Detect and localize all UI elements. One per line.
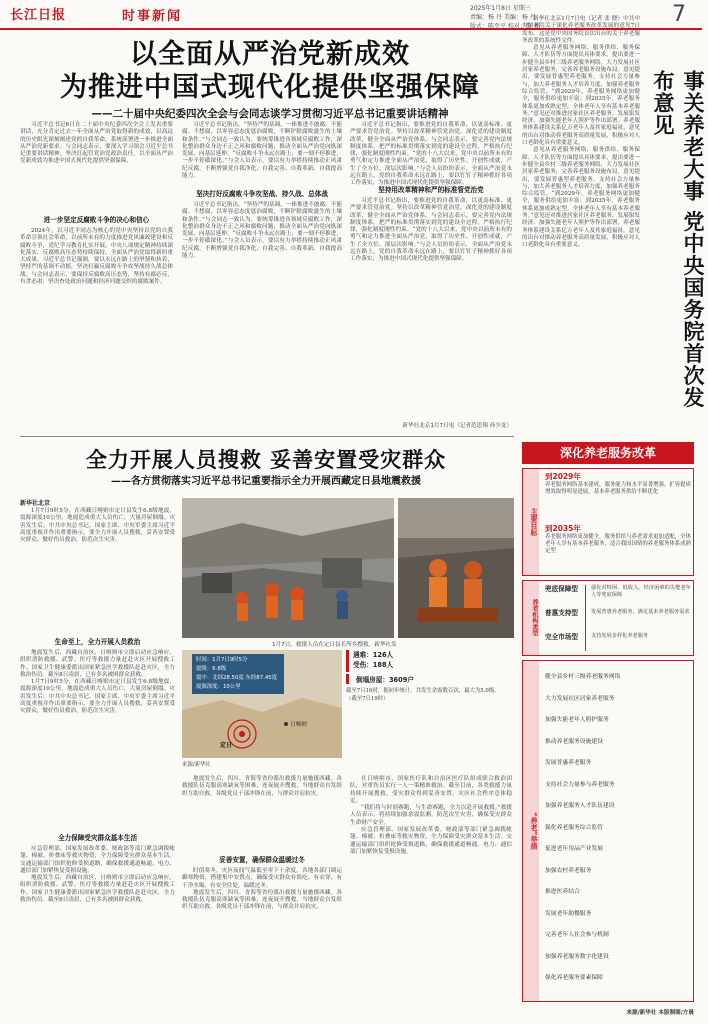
task-item: 强化养老服务综合监管	[545, 824, 603, 831]
task-item: 支持社会力量参与养老服务	[545, 781, 615, 788]
stats-block	[346, 650, 514, 672]
article1-lead-text: 习近平总书记6日在二十届中央纪委四次全会上发表重要讲话，充分肯定过去一年全面从严治党取得新的成效，以高远的历史眼光深刻阐述党的自我革命，系统部署进一步推进全面从严治党新要求。与会同志表示，要深入学习领会习近平总书记重要讲话精神，坚决扛起管党治党政治责任，以全面从严治党新成效为推进中国式现代化提供坚强保障。	[20, 122, 173, 165]
article2-col1-heading2: 全力保障受灾群众基本生活	[57, 834, 138, 842]
task-item: 推进医养结合	[545, 889, 580, 895]
quake-time: 时间：1月7日9时5分	[196, 657, 248, 663]
stats-unit: （截至7日19时）	[346, 695, 389, 702]
article2-col2-text2: 时值寒冬，灾区夜间气温低至零下十余度。各地各部门调运御寒物资，搭建集中安置点，确保受灾群众有饭吃、有衣穿、有干净水喝、有安全住处，温暖过冬。	[182, 868, 342, 889]
photo1-caption: 1月7日，救援人员在定日县长所乡搜救。新华社发	[272, 642, 397, 648]
article1-col2-top-text: 习近平总书记指出，“坚持严的基调，一体推进不敢腐、不能腐、不想腐，以零容忍态度惩治腐败，不断铲除腐败滋生的土壤和条件。”与会同志一致认为，要统筹推进各领域反腐败工作，深化整治群众身边不正之风和腐败问题，推动全面从严治党向纵深发展、向基层延伸。“反腐败斗争永远在路上，要一刻不停推进，一步不停歇深化。”与会人员表示，要以有力举措持续推动正风肃纪反腐，不断增强党自我净化、自我完善、自我革新、自我提高能力。	[182, 122, 342, 180]
article2-col2-body2	[182, 868, 342, 1016]
article1-title	[30, 38, 510, 104]
quake-info-card	[192, 654, 284, 694]
article2-col2-heading: 妥善安置，确保群众温暖过冬	[219, 856, 305, 864]
stat-houses: 倒塌房屋：3609户	[346, 674, 514, 684]
type3-desc: 支持发展多样化养老服务	[591, 633, 649, 639]
type2-label: 普惠支持型	[545, 609, 578, 617]
article2-col1-body	[20, 508, 175, 632]
article2-col2-text3: 地震发生后，四川、青海等省份派出救援力量驰援西藏。各救援队伍克服高寒缺氧等困难，连夜展开搜救。当地群众自发组织互助自救，各级党员干部冲锋在前，与群众并肩抗灾。	[182, 889, 342, 911]
sidebar-body	[522, 16, 640, 436]
article2-subtitle: ——各方贯彻落实习近平总书记重要指示全力开展西藏定日县地震救援	[111, 476, 421, 487]
article1-section2-body	[182, 202, 342, 430]
article1-col3-top	[350, 122, 512, 187]
types-label: 养老机构类型	[523, 581, 539, 655]
rescue-photo-illustration	[182, 498, 394, 638]
goals-label: 主要目标	[523, 469, 539, 575]
task-item: 促进老年用品产业发展	[545, 846, 603, 852]
article1-section1-heading: 进一步坚定反腐败斗争的决心和信心	[43, 216, 150, 224]
article2-col1-text3: 1月7日9时5分，在西藏日喀则市定日县发生6.8级地震，震源深度10公里。地震造成重大人员伤亡，大量房屋倒塌。灾害发生后，中共中央总书记、国家主席、中央军委主席习近平高度重视并作出重要指示，要全力开展人员搜救，妥善安置受灾群众，做好伤员救治，防范次生灾害。	[20, 679, 175, 715]
task-item: 加强养老服务数字化建设	[545, 953, 609, 960]
article2-col2-body	[182, 776, 342, 844]
goal2-text: 养老服务网络更加健全，服务供给与养老需求更加适配，全体老年人享有基本养老服务，适合我国国情的养老服务体系成熟定型	[545, 534, 691, 554]
map-city-label: 日喀则	[290, 722, 307, 728]
article1-col2-top	[182, 122, 342, 182]
section-title: 时事新闻	[122, 9, 183, 24]
article2-col3-text2: “我们将与时间赛跑，与生命赛跑，全力以赴开展救援。”救援人员表示，将持续加强余震监测，防范次生灾害，确保受灾群众生命财产安全。	[350, 805, 512, 826]
article2-col1-body2	[20, 650, 175, 828]
quake-magnitude: 震级：6.8级	[196, 666, 227, 672]
stats-footnote-text: 截至7日16时，据初步统计，共发生余震数百次，最大为5.0级。	[346, 688, 500, 694]
type3-label: 完全市场型	[545, 633, 578, 641]
task-item: 加强失能老年人照护服务	[545, 717, 609, 723]
article2-col1-text5: 地震发生后，西藏自治区、日喀则市立即启动应急响应，组织消防救援、武警、医疗等救援力量赶赴灾区开展搜救工作。国家卫生健康委派出国家紧急医学救援队赶赴灾区，全力救治伤员。截至8日凌晨，已有多名被困群众获救。	[20, 875, 175, 904]
article1-section2-text: 习近平总书记指出，“坚持严的基调，一体推进不敢腐、不能腐、不想腐，以零容忍态度惩治腐败，不断铲除腐败滋生的土壤和条件。”与会同志一致认为，要统筹推进各领域反腐败工作，深化整治群众身边不正之风和腐败问题，推动全面从严治党向纵深发展、向基层延伸。“反腐败斗争永远在路上，要一刻不停推进，一步不停歇深化。”与会人员表示，要以有力举措持续推动正风肃纪反腐，不断增强党自我净化、自我完善、自我革新、自我提高能力。	[182, 202, 342, 260]
task-item: 大力发展社区居家养老服务	[545, 695, 615, 702]
goals-panel	[522, 468, 694, 576]
page-number: 7	[672, 2, 686, 27]
sidebar-text: 意见从养老服务网络、服务供给、服务保障、人才队伍等方面提出具体要求，提出要进一步健全县乡村三级养老服务网络，大力发展社区居家养老服务，完善养老服务设施布局。意见提出，要发展普惠型养老服务，支持社会力量参与，加大养老服务人才培养力度，加强养老服务综合监管。“到2029年，养老服务网络更加健全，服务供给更加丰富；到2035年，养老服务体系更加成熟定型，全体老年人享有基本养老服务。”意见还对推进居家社区养老服务、发展银发经济、加强失能老年人照护等作出部署。养老服务体系建设关系亿万老年人及其家庭福祉，意见的出台对推动养老服务高质量发展、积极应对人口老龄化具有重要意义。	[522, 45, 640, 147]
article2-col1-text: 1月7日9时5分，在西藏日喀则市定日县发生6.8级地震，震源深度10公里。地震造成重大人员伤亡，大量房屋倒塌。灾害发生后，中共中央总书记、国家主席、中央军委主席习近平高度重视并作出重要指示，要全力开展人员搜救，妥善安置受灾群众，做好伤员救治，防范次生灾害。	[20, 508, 175, 544]
task-item: 推动养老服务设施建设	[545, 738, 603, 745]
stat-deaths: 遇难：126人	[353, 651, 394, 659]
divider	[20, 436, 514, 437]
article1-subtitle: ——二十届中央纪委四次全会与会同志谈学习贯彻习近平总书记重要讲话精神	[91, 108, 449, 120]
article2-col1-heading: 生命至上，全力开展人员救治	[54, 638, 141, 646]
article2-col2-text: 地震发生后，四川、青海等省份派出救援力量驰援西藏。各救援队伍克服高寒缺氧等困难，连夜展开搜救。当地群众自发组织互助自救，各级党员干部冲锋在前，与群众并肩抗灾。	[182, 776, 342, 797]
map-source: 来源/新华社	[182, 762, 211, 768]
editor-line: 责编：杨 丹 美编：杨 丹	[470, 14, 536, 21]
article1-section3-text: 习近平总书记指出，要推进党的自我革命，以更高标准、更严要求管党治党。坚持以改革精神管党治党，深化党的建设制度改革，健全全面从严治党体系。与会同志表示，要完善党内法规制度体系，把严的标准贯彻落实到党的建设全过程，严格执行纪律，强化制度刚性约束。“党的十八大以来，党中央以前所未有的勇气和定力推进全面从严治党，取得了历史性、开创性成就，产生了全方位、深层次影响。”与会人员纷纷表示，全面从严治党永远在路上，党的自我革命永远在路上，要以钉钉子精神抓好各项工作落实，为推进中国式现代化提供坚强保障。	[350, 198, 512, 263]
types-bracket	[585, 585, 586, 651]
article2-col1-text4: 应急管理部、国家发展改革委、财政部等部门紧急调拨帐篷、棉被、折叠床等救灾物资，全力保障受灾群众基本生活。交通运输部门组织抢修受损道路，确保救援通道畅通。电力、通信部门加紧恢复受损设施。	[20, 846, 175, 874]
article1-title-line1: 以全面从严治党新成效	[130, 39, 410, 70]
task-item: 发展普惠养老服务	[545, 760, 592, 766]
tasks-label: “养老”举措	[523, 661, 539, 1001]
type2-desc: 发展普惠养老服务，满足基本养老服务需求	[591, 609, 690, 615]
task-item: 健全县乡村三级养老服务网络	[545, 674, 621, 680]
types-panel	[522, 580, 694, 656]
article2-col1-text2: 地震发生后，西藏自治区、日喀则市立即启动应急响应，组织消防救援、武警、医疗等救援力量赶赴灾区开展搜救工作。国家卫生健康委派出国家紧急医学救援队赶赴灾区，全力救治伤员。截至8日凌晨，已有多名被困群众获救。	[20, 650, 175, 678]
quake-depth: 震源深度：10公里	[196, 684, 241, 690]
article2-title: 全力开展人员搜救 妥善安置受灾群众	[85, 448, 447, 472]
relief-photo-illustration	[398, 498, 514, 638]
task-item: 完善老年人社会参与机制	[545, 932, 609, 938]
article2-col3-text: 在日喀则市，国家医疗队和自治区医疗队组成联合救治团队，对重伤员实行一人一策精准救治。截至目前，各类救援力量持续开展搜救，受灾群众得到妥善安置，灾区社会秩序总体稳定。	[350, 776, 512, 804]
sidebar-text-continued: 意见从养老服务网络、服务供给、服务保障、人才队伍等方面提出具体要求，提出要进一步健全县乡村三级养老服务网络，大力发展社区居家养老服务，完善养老服务设施布局。意见提出，要发展普惠型养老服务，支持社会力量参与，加大养老服务人才培养力度，加强养老服务综合监管。“到2029年，养老服务网络更加健全，服务供给更加丰富；到2035年，养老服务体系更加成熟定型，全体老年人享有基本养老服务。”意见还对推进居家社区养老服务、发展银发经济、加强失能老年人照护等作出部署。养老服务体系建设关系亿万老年人及其家庭福祉，意见的出台对推动养老服务高质量发展、积极应对人口老龄化具有重要意义。	[522, 147, 640, 249]
article1-section1-text: 2024年，以习近平同志为核心的党中央坚持以党的自我革命引领社会革命，以前所未有的力度推进党风廉政建设和反腐败斗争，党纪学习教育扎实开展，中央八项规定精神持续深化落实，反腐败高压态势持续保持，全面从严治党取得新的重大成果。习近平总书记强调，要以永远在路上的坚韧和执着，坚持严的基调不动摇，坚决打赢反腐败斗争攻坚战持久战总体战。与会同志表示，要保持反腐败高压态势，坚持有腐必反、有贪必肃，坚决查处政治问题和经济问题交织的腐败案件。	[20, 228, 173, 286]
task-item: 发展老年助餐服务	[545, 910, 592, 917]
task-item: 强化养老服务要素保障	[545, 975, 603, 981]
quake-map	[182, 650, 342, 758]
quake-location: 震中：北纬28.50度 东经87.45度	[196, 675, 278, 681]
reform-box-title: 深化养老服务改革	[522, 442, 694, 464]
sidebar-lead: 新华社北京1月7日电（记者 张 晓）中共中央国务院关于深化养老服务改革发展的意见7日发布。这是党中央国务院首次出台的关于养老服务改革的系统性文件。	[522, 16, 640, 44]
article2-col3-text3: 应急管理部、国家发展改革委、财政部等部门紧急调拨帐篷、棉被、折叠床等救灾物资，全力保障受灾群众基本生活。交通运输部门组织抢修受损道路，确保救援通道畅通。电力、通信部门加紧恢复受损设施。	[350, 827, 512, 855]
stat-injured: 受伤：188人	[353, 661, 394, 669]
rescue-photo	[182, 498, 394, 638]
article1-section3-heading: 坚持用改革精神和严的标准管党治党	[378, 186, 484, 194]
map-epicenter-label: 定日	[220, 742, 233, 749]
article1-section1-body	[20, 228, 173, 430]
task-item: 加强农村养老服务	[545, 867, 592, 874]
article1-credit: 新华社北京1月7日电（记者范思翔 孙少龙）	[402, 423, 512, 429]
article1-lead	[20, 122, 173, 210]
date-line: 2025年1月8日 星期三	[470, 5, 531, 12]
goal2-year: 到2035年	[545, 524, 581, 533]
article1-section3-body	[350, 198, 512, 420]
type1-label: 兜底保障型	[545, 585, 578, 593]
goal1-text: 养老服务网络基本建成，服务能力和水平显著增强，扩容提质增效取得明显进展，基本养老服务供给不断优化	[545, 482, 691, 495]
sidebar-vertical-title: 事关养老大事 党中央国务院首次发布意见	[651, 70, 705, 409]
newspaper-logo: 长江日报	[10, 8, 67, 23]
relief-photo	[398, 498, 514, 638]
stats-footnote	[346, 688, 512, 703]
tasks-panel	[522, 660, 694, 1002]
article2-col3-body	[350, 776, 512, 1016]
article2-col1-body3	[20, 846, 175, 1016]
article2-credit: 新华社北京	[20, 500, 51, 507]
article1-col3-top-text: 习近平总书记指出，要推进党的自我革命，以更高标准、更严要求管党治党。坚持以改革精神管党治党，深化党的建设制度改革，健全全面从严治党体系。与会同志表示，要完善党内法规制度体系，把严的标准贯彻落实到党的建设全过程，严格执行纪律，强化制度刚性约束。“党的十八大以来，党中央以前所未有的勇气和定力推进全面从严治党，取得了历史性、开创性成就，产生了全方位、深层次影响。”与会人员纷纷表示，全面从严治党永远在路上，党的自我革命永远在路上，要以钉钉子精神抓好各项工作落实，为推进中国式现代化提供坚强保障。	[350, 122, 512, 187]
type1-desc: 强化对特困、低收入、经济困难的失能老年人等兜底保障	[591, 585, 691, 598]
task-item: 加强养老服务人才队伍建设	[545, 803, 615, 809]
goal1-year: 到2029年	[545, 472, 581, 481]
tasks-list	[545, 667, 691, 990]
article1-title-line2: 为推进中国式现代化提供坚强保障	[60, 72, 480, 103]
reform-box-source: 来源/新华社 本版制图/方晨	[626, 1010, 694, 1016]
article1-section2-heading: 坚决打好反腐败斗争攻坚战、持久战、总体战	[196, 190, 328, 198]
proof-line: 版式：陈至平 校对：詹 栋	[470, 23, 540, 30]
